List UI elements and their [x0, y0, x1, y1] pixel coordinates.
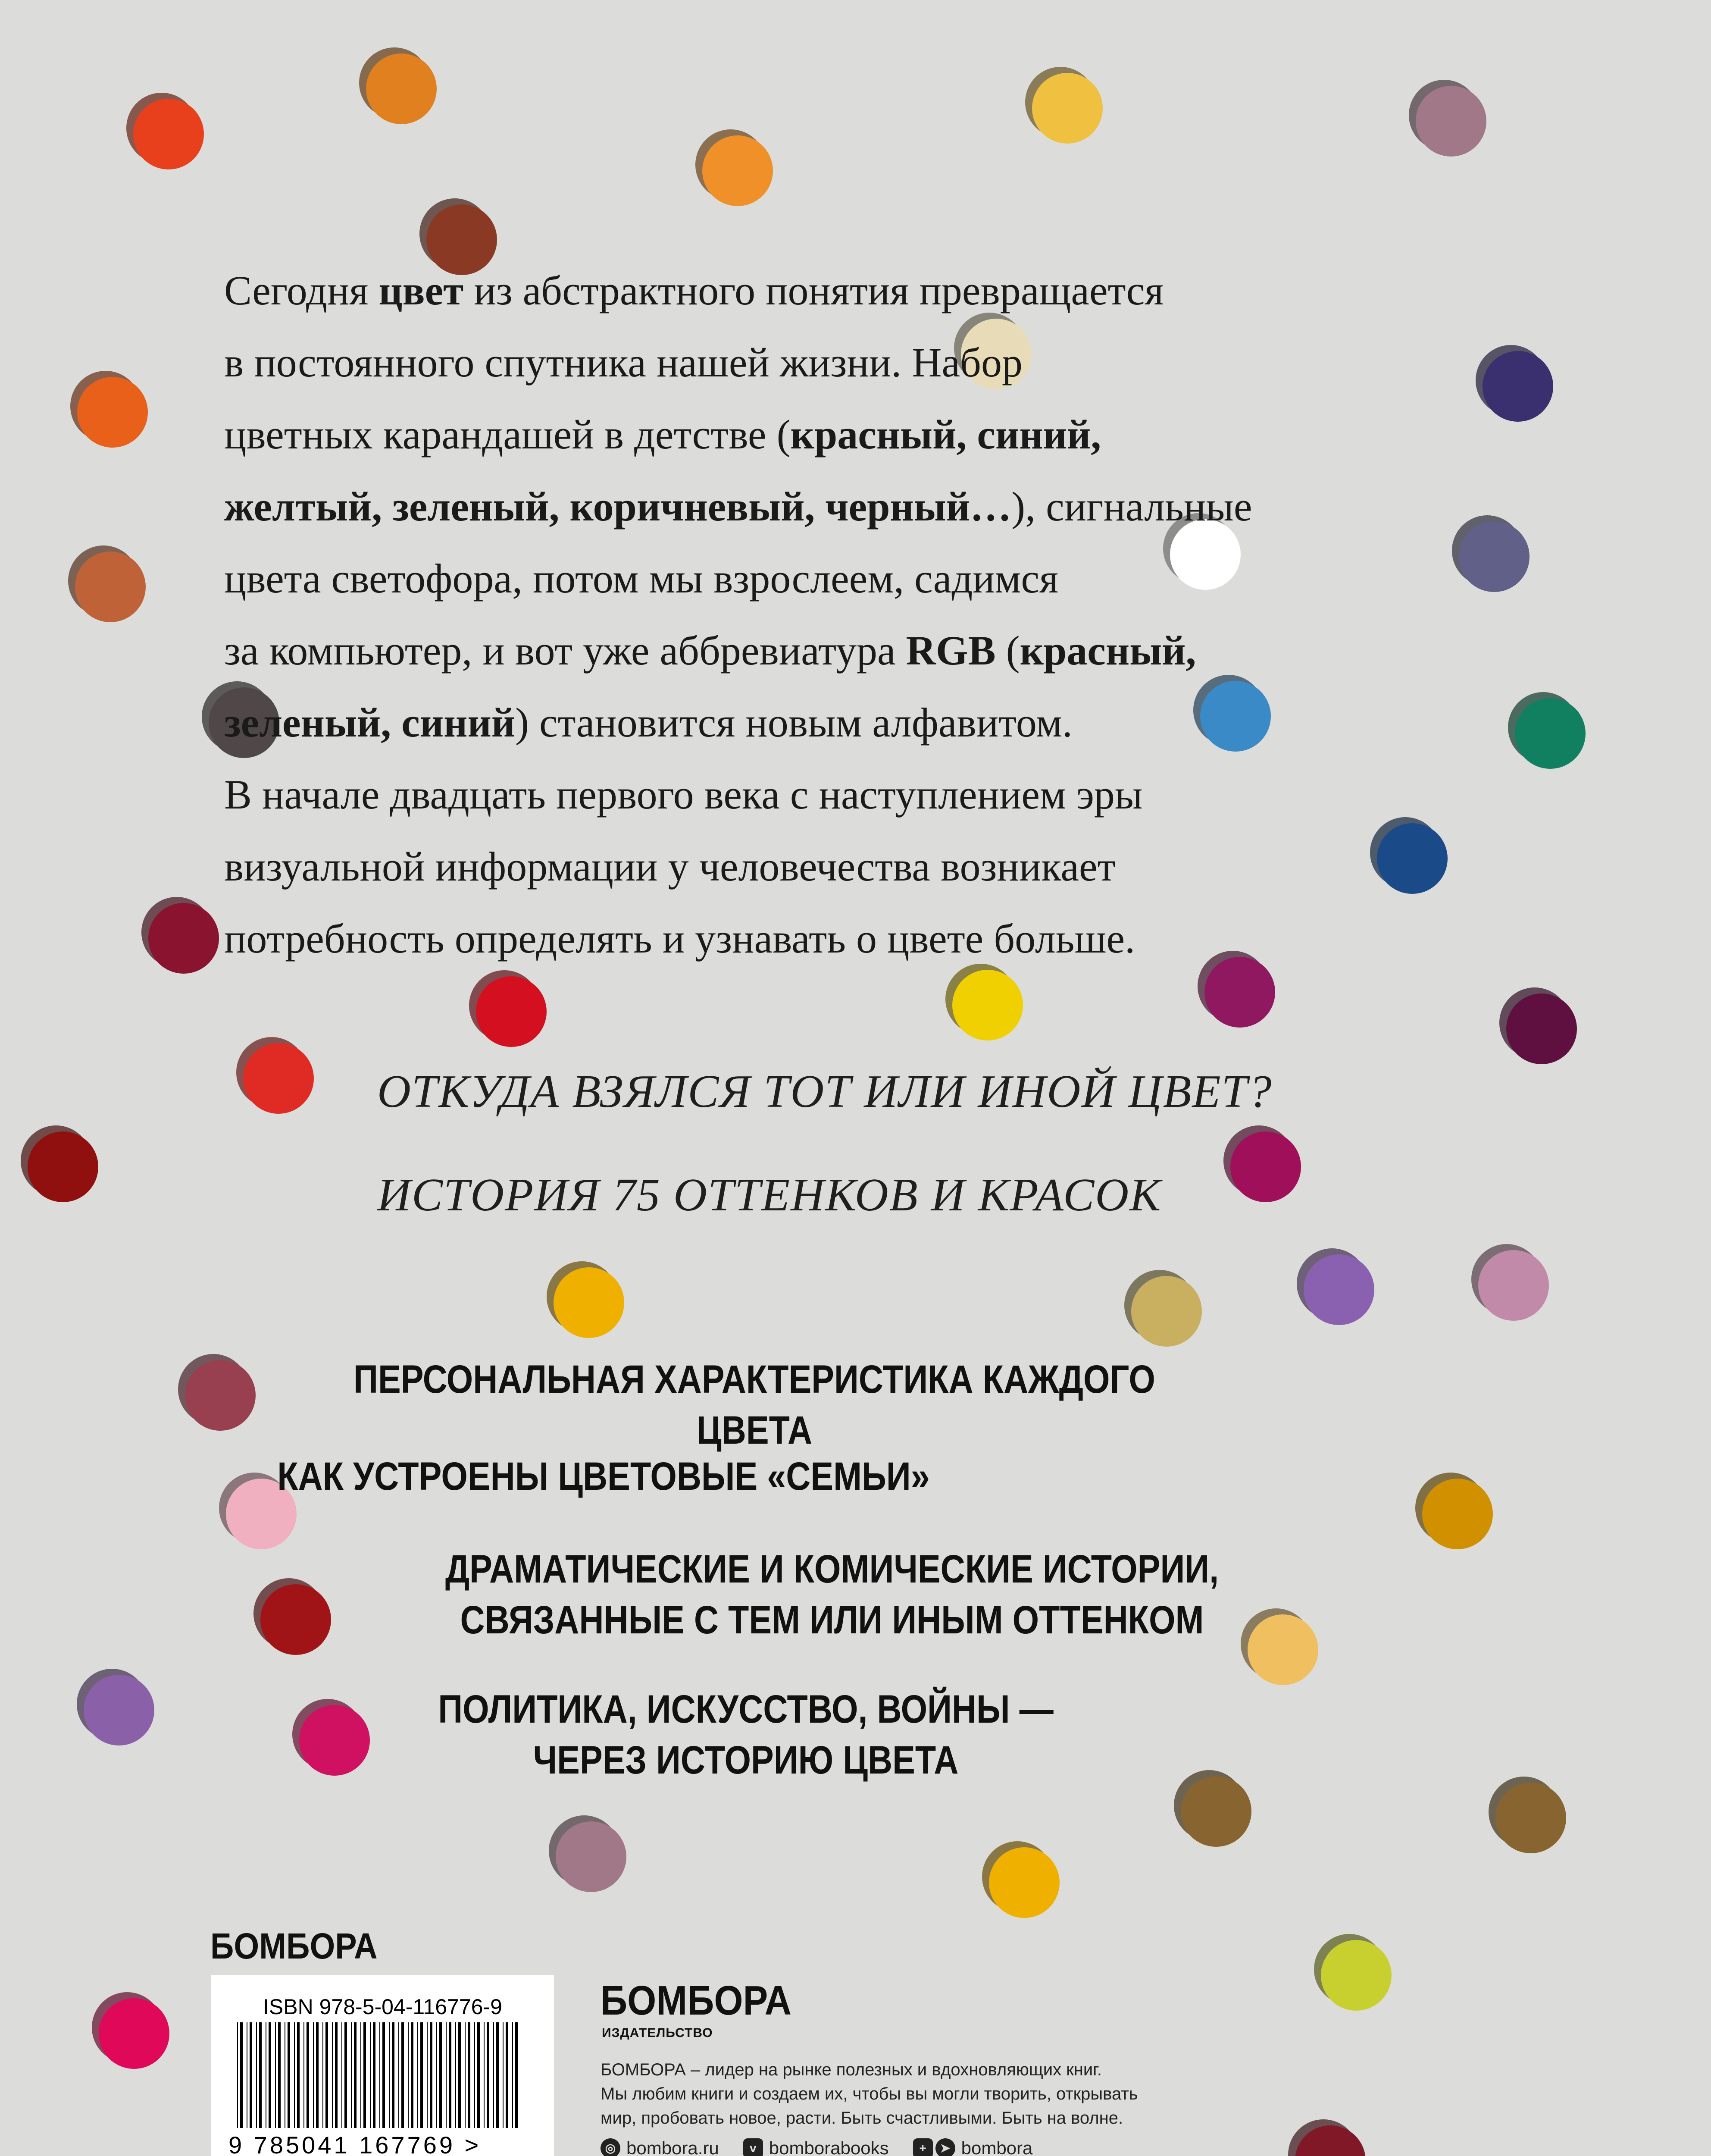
social-website[interactable]: [601, 2138, 719, 2156]
brand-wordmark: БОМБОРА: [210, 1926, 378, 1966]
blurb-bold-text: желтый, зеленый, коричневый, черный…: [224, 483, 1012, 530]
color-dot: [1025, 67, 1103, 144]
color-dot: [1370, 817, 1448, 894]
about-line: БОМБОРА – лидер на рынке полезных и вдохновляющих книг.: [601, 2060, 1102, 2079]
color-dot: [236, 1037, 314, 1114]
blurb-text: Сегодня: [224, 267, 379, 313]
color-dot: [1499, 987, 1577, 1064]
social-label: bombora: [961, 2138, 1033, 2156]
feature-color-families: [277, 1451, 930, 1502]
tagline-origin-question: ОТКУДА ВЗЯЛСЯ ТОТ ИЛИ ИНОЙ ЦВЕТ?: [377, 1066, 1273, 1117]
blurb-text: (: [995, 627, 1020, 674]
color-dot: [292, 1699, 370, 1776]
blurb-text: цветных карандашей в детстве (: [224, 411, 791, 458]
feature-line: ЧЕРЕЗ ИСТОРИЮ ЦВЕТА: [533, 1738, 959, 1782]
blurb-text: ) становится новым алфавитом.: [515, 699, 1073, 746]
color-dot: [1489, 1777, 1566, 1853]
blurb-bold-text: красный,: [1020, 627, 1196, 674]
isbn-digits: 9 785041 167769 >: [228, 2131, 482, 2156]
blurb-bold-text: цвет: [378, 267, 464, 313]
social-label: bombora.ru: [626, 2138, 719, 2156]
about-line: Мы любим книги и создаем их, чтобы вы могли творить, открывать: [601, 2084, 1138, 2103]
color-dot: [1174, 1770, 1251, 1847]
color-dot: [1297, 1248, 1374, 1325]
color-dot: [359, 47, 437, 124]
feature-line: ПОЛИТИКА, ИСКУССТВО, ВОЙНЫ —: [438, 1687, 1054, 1731]
blurb-bold-text: красный, синий,: [790, 411, 1101, 458]
blurb-text: потребность определять и узнавать о цвете больше.: [224, 915, 1135, 962]
social-telegram[interactable]: [913, 2138, 1033, 2156]
color-dot: [945, 964, 1023, 1040]
color-dot: [1508, 692, 1586, 769]
publisher-about: [601, 2058, 1247, 2130]
color-dot: [77, 1669, 154, 1745]
color-dot: [141, 897, 219, 974]
color-dot: [695, 129, 773, 206]
blurb-text: в постоянного спутника нашей жизни. Набор: [224, 339, 1023, 385]
blurb-text: цвета светофора, потом мы взрослеем, садимся: [224, 555, 1059, 602]
color-dot: [547, 1261, 624, 1338]
vk-icon: v: [743, 2138, 763, 2156]
publisher-socials: [601, 2138, 1057, 2156]
color-dot: [70, 371, 148, 448]
color-dot: [1124, 1270, 1202, 1347]
blurb-text: за компьютер, и вот уже аббревиатура: [224, 627, 906, 674]
color-dot: [21, 1125, 98, 1202]
feature-stories: [398, 1544, 1266, 1645]
color-dot: [549, 1815, 626, 1892]
feature-line: ПЕРСОНАЛЬНАЯ ХАРАКТЕРИСТИКА КАЖДОГО ЦВЕТА: [353, 1357, 1155, 1452]
barcode-icon: [237, 2022, 524, 2128]
plus-icon: +: [913, 2138, 933, 2156]
feature-line: ДРАМАТИЧЕСКИЕ И КОМИЧЕСКИЕ ИСТОРИИ,: [445, 1547, 1219, 1591]
about-line: мир, пробовать новое, расти. Быть счастливыми. Быть на волне.: [601, 2109, 1123, 2128]
color-dot: [1314, 1934, 1392, 2011]
feature-politics-art-wars: [431, 1684, 1061, 1786]
blurb-text: визуальной информации у человечества возникает: [224, 843, 1116, 890]
color-dot: [1476, 345, 1553, 422]
color-dot: [1409, 80, 1486, 157]
telegram-icon: ➤: [935, 2138, 955, 2156]
blurb-text: из абстрактного понятия превращается: [463, 267, 1164, 313]
social-vk[interactable]: [743, 2138, 889, 2156]
social-label: bomborabooks: [769, 2138, 889, 2156]
color-dot: [1452, 515, 1530, 592]
color-dot: [68, 545, 146, 622]
tagline-history: ИСТОРИЯ 75 ОТТЕНКОВ И КРАСОК: [377, 1169, 1161, 1221]
color-dot: [1415, 1473, 1493, 1549]
isbn-label: ISBN 978-5-04-116776-9: [263, 1995, 502, 2019]
color-dot: [1471, 1244, 1549, 1321]
blurb-text: В начале двадцать первого века с наступлением эры: [224, 771, 1143, 818]
globe-icon: ◎: [601, 2138, 620, 2156]
feature-line: СВЯЗАННЫЕ С ТЕМ ИЛИ ИНЫМ ОТТЕНКОМ: [460, 1598, 1204, 1642]
feature-personal-characteristic: [321, 1354, 1188, 1456]
color-dot: [92, 1992, 169, 2069]
isbn-barcode-box: [211, 1975, 554, 2156]
color-dot: [126, 93, 204, 169]
blurb-text: ), сигнальные: [1011, 483, 1252, 530]
color-dot: [253, 1578, 331, 1655]
blurb-bold-text: RGB: [906, 627, 996, 674]
color-dot: [469, 970, 547, 1047]
color-dot: [1288, 2119, 1366, 2156]
publisher-logo: БОМБОРА: [601, 1977, 792, 2024]
blurb-bold-text: зеленый, синий: [224, 699, 516, 746]
color-dot: [178, 1354, 256, 1431]
cover-blurb: [224, 254, 1311, 975]
publisher-subtitle: ИЗДАТЕЛЬСТВО: [602, 2026, 713, 2040]
color-dot: [982, 1841, 1060, 1918]
feature-line: КАК УСТРОЕНЫ ЦВЕТОВЫЕ «СЕМЬИ»: [277, 1454, 930, 1498]
